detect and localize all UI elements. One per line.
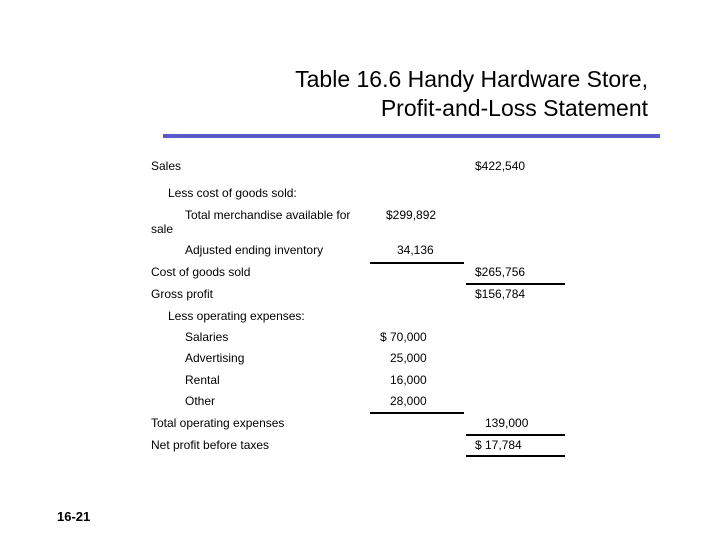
merchandise-value: $299,892 <box>386 208 437 222</box>
title-line-2: Profit-and-Loss Statement <box>380 95 648 121</box>
cogs-label: Cost of goods sold <box>151 265 251 279</box>
merchandise-label-line1: Total merchandise available for <box>185 208 351 222</box>
slide-number: 16-21 <box>57 509 91 524</box>
total-opex-label: Total operating expenses <box>151 416 285 430</box>
expense-label-rental: Rental <box>185 373 220 387</box>
less-cogs-label: Less cost of goods sold: <box>168 186 297 200</box>
less-opex-label: Less operating expenses: <box>168 309 305 323</box>
net-profit-value: $ 17,784 <box>475 438 522 452</box>
expenses-subtotal-rule <box>370 412 464 414</box>
adjusted-inventory-label: Adjusted ending inventory <box>185 243 324 257</box>
cogs-value: $265,756 <box>475 265 526 279</box>
sales-value: $422,540 <box>475 159 526 173</box>
title-underline <box>163 134 660 138</box>
opex-total-rule <box>466 434 565 436</box>
inventory-subtotal-rule <box>370 262 464 264</box>
total-opex-value: 139,000 <box>485 416 529 430</box>
cogs-subtotal-rule <box>466 283 565 285</box>
expense-label-salaries: Salaries <box>185 330 229 344</box>
adjusted-inventory-value: 34,136 <box>397 243 434 257</box>
gross-profit-label: Gross profit <box>151 287 214 301</box>
expense-value-rental: 16,000 <box>390 373 427 387</box>
net-profit-label: Net profit before taxes <box>151 438 270 452</box>
net-profit-rule <box>466 455 565 457</box>
expense-label-other: Other <box>185 394 216 408</box>
sales-label: Sales <box>151 159 182 173</box>
merchandise-label-line2: sale <box>151 222 174 236</box>
expense-label-advertising: Advertising <box>185 351 245 365</box>
expense-value-other: 28,000 <box>390 394 427 408</box>
title-line-1: Table 16.6 Handy Hardware Store, <box>295 66 648 92</box>
expense-value-advertising: 25,000 <box>390 351 427 365</box>
expense-value-salaries: $ 70,000 <box>380 330 427 344</box>
gross-profit-value: $156,784 <box>475 287 526 301</box>
